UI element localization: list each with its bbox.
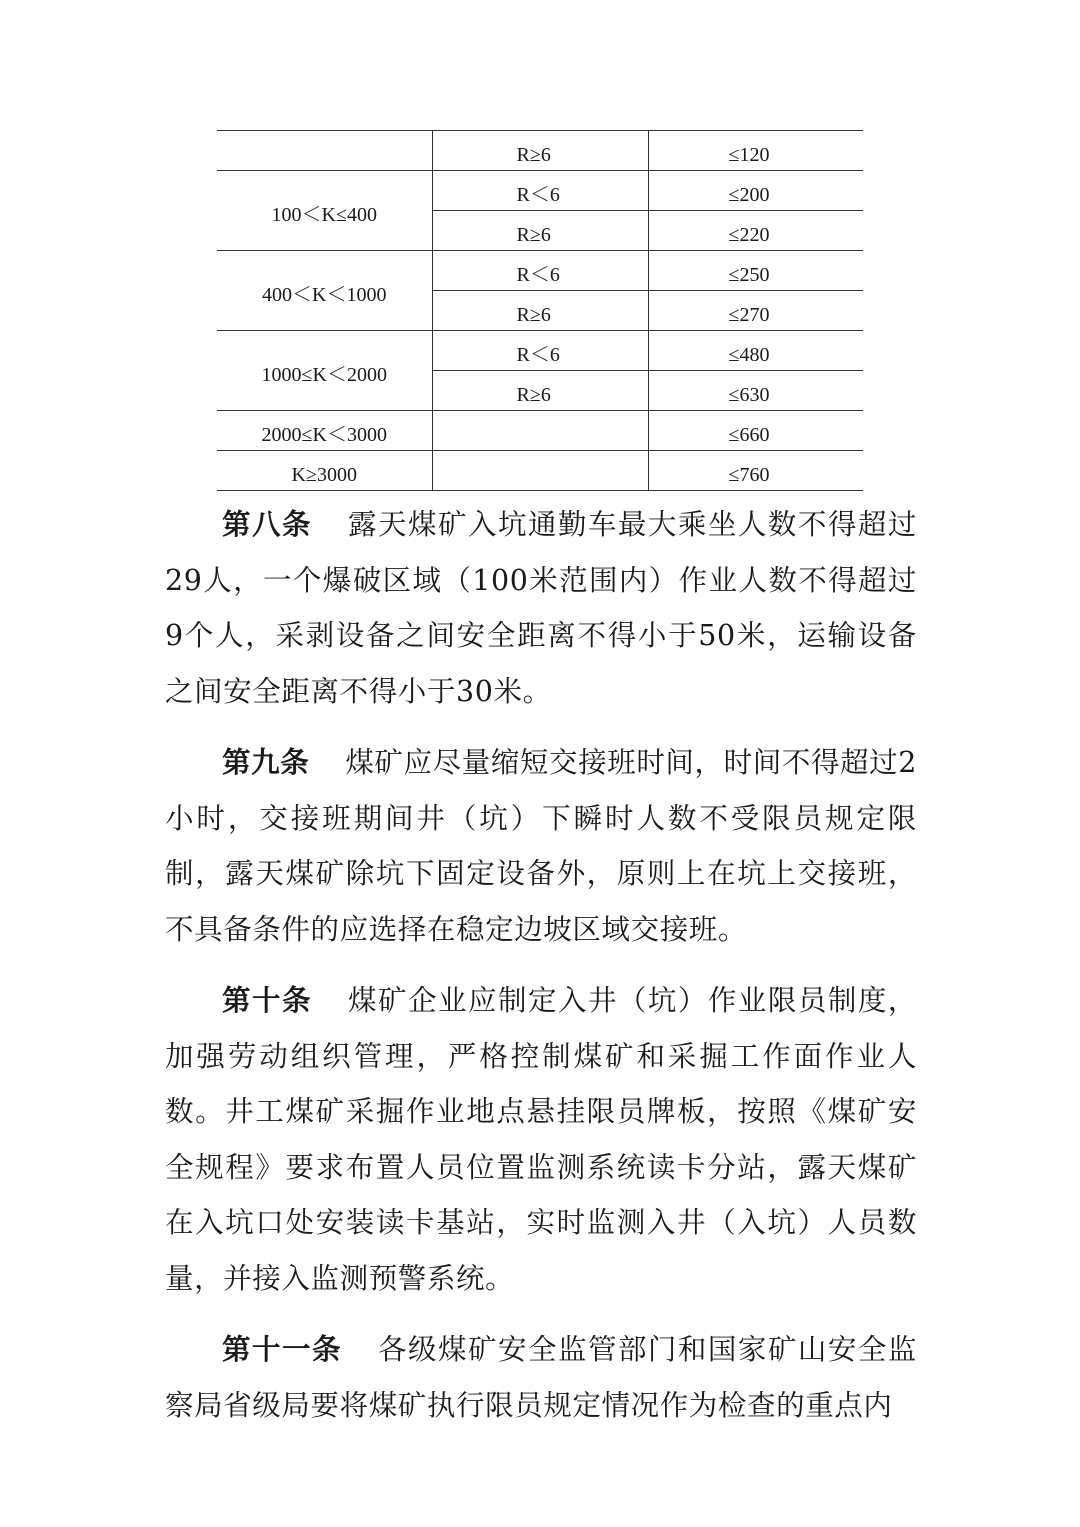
article-11 xyxy=(165,1322,917,1433)
article-8 xyxy=(165,497,917,719)
article-body: 煤矿企业应制定入井（坑）作业限员制度，加强劳动组织管理，严格控制煤矿和采掘工作面作业人数。井工煤矿采掘作业地点悬挂限员牌板，按照《煤矿安全规程》要求布置人员位置监测系统读卡分站，露天煤矿在入坑口处安装读卡基站，实时监测入井（入坑）人员数量，并接入监测预警系统。 xyxy=(165,984,917,1295)
r-condition-cell: R＜6 xyxy=(432,171,648,211)
table-row xyxy=(217,331,863,371)
r-condition-cell: R＜6 xyxy=(432,251,648,291)
limit-value-cell: ≤270 xyxy=(648,291,863,331)
k-range-cell: 1000≤K＜2000 xyxy=(217,331,432,411)
r-condition-cell: R≥6 xyxy=(432,371,648,411)
r-condition-cell: R＜6 xyxy=(432,331,648,371)
article-body: 露天煤矿入坑通勤车最大乘坐人数不得超过29人，一个爆破区域（100米范围内）作业人数不得超过9个人，采剥设备之间安全距离不得小于50米，运输设备之间安全距离不得小于30米。 xyxy=(165,508,917,708)
r-condition-cell: R≥6 xyxy=(432,211,648,251)
article-body: 煤矿应尽量缩短交接班时间，时间不得超过2小时，交接班期间井（坑）下瞬时人数不受限员规定限制，露天煤矿除坑下固定设备外，原则上在坑上交接班，不具备条件的应选择在稳定边坡区域交接班。 xyxy=(165,746,917,946)
k-range-cell: 2000≤K＜3000 xyxy=(217,411,432,451)
article-list xyxy=(165,497,917,1451)
limit-value-cell: ≤220 xyxy=(648,211,863,251)
limit-value-cell: ≤250 xyxy=(648,251,863,291)
k-range-cell xyxy=(217,131,432,171)
r-condition-cell xyxy=(432,411,648,451)
k-range-cell: 100＜K≤400 xyxy=(217,171,432,251)
article-title: 第八条 xyxy=(222,508,312,541)
r-condition-cell: R≥6 xyxy=(432,291,648,331)
article-title: 第九条 xyxy=(222,746,310,779)
r-condition-cell: R≥6 xyxy=(432,131,648,171)
table-row xyxy=(217,451,863,491)
table-row xyxy=(217,131,863,171)
table-row xyxy=(217,171,863,211)
article-title: 第十条 xyxy=(222,984,312,1017)
k-range-cell: 400＜K＜1000 xyxy=(217,251,432,331)
article-title: 第十一条 xyxy=(222,1333,342,1366)
limit-value-cell: ≤120 xyxy=(648,131,863,171)
limit-value-cell: ≤630 xyxy=(648,371,863,411)
article-9 xyxy=(165,735,917,957)
limit-value-cell: ≤760 xyxy=(648,451,863,491)
k-range-cell: K≥3000 xyxy=(217,451,432,491)
article-body: 各级煤矿安全监管部门和国家矿山安全监察局省级局要将煤矿执行限员规定情况作为检查的重点内 xyxy=(165,1333,917,1422)
r-condition-cell xyxy=(432,451,648,491)
personnel-limit-table xyxy=(217,130,863,491)
limit-value-cell: ≤200 xyxy=(648,171,863,211)
limit-value-cell: ≤660 xyxy=(648,411,863,451)
table-row xyxy=(217,251,863,291)
limit-value-cell: ≤480 xyxy=(648,331,863,371)
article-10 xyxy=(165,973,917,1306)
table-row xyxy=(217,411,863,451)
